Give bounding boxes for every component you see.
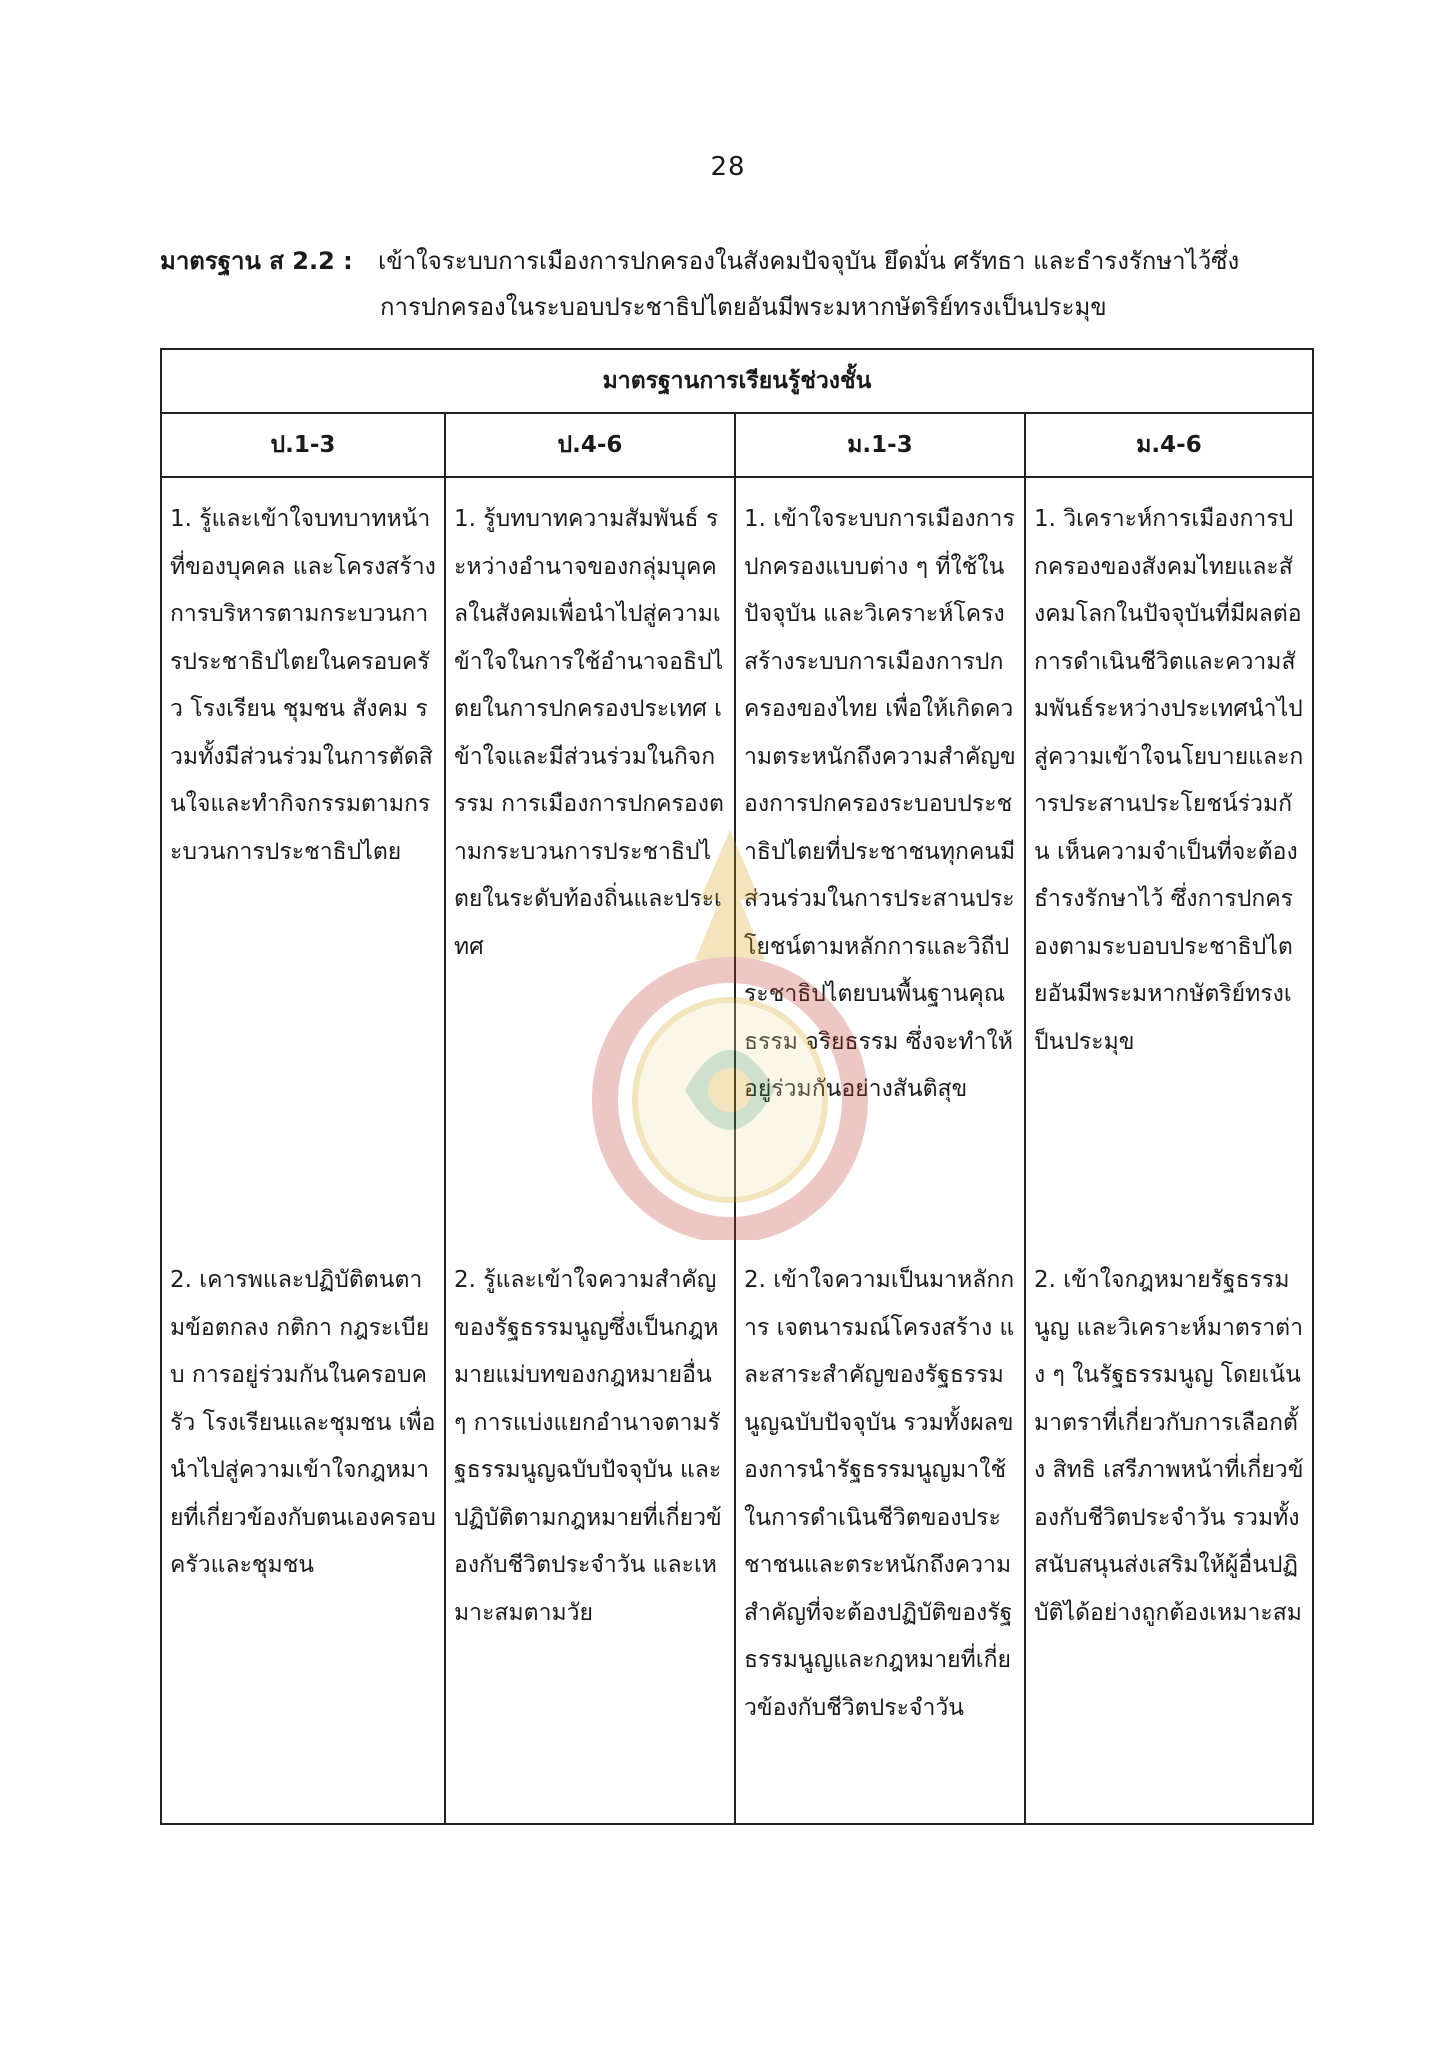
cell-text: 1. รู้และเข้าใจบทบาทหน้าที่ของบุคคล และโครงสร้างการบริหารตามกระบวนการประชาธิปไตยในครอบครัว โรงเรียน ชุมชน สังคม รวมทั้งมีส่วนร่วมในการตัดสินใจและทำกิจกรรมตามกระบวนการประชาธิปไตย — [170, 506, 436, 865]
table-cell — [161, 477, 445, 1253]
table-cell — [161, 1253, 445, 1824]
cell-text: 2. รู้และเข้าใจความสำคัญของรัฐธรรมนูญซึ่งเป็นกฎหมายแม่บทของกฎหมายอื่น ๆ การแบ่งแยกอำนาจตามรัฐธรรมนูญฉบับปัจจุบัน และปฏิบัติตามกฎหมายที่เกี่ยวข้องกับชีวิตประจำวัน และเหมาะสมตามวัย — [454, 1267, 722, 1626]
cell-text: 2. เคารพและปฏิบัติตนตามข้อตกลง กติกา กฎระเบียบ การอยู่ร่วมกันในครอบครัว โรงเรียนและชุมชน เพื่อนำไปสู่ความเข้าใจกฎหมายที่เกี่ยวข้องกับตนเองครอบครัวและชุมชน — [170, 1267, 436, 1578]
table-cell — [1025, 1253, 1313, 1824]
cell-text: 1. รู้บทบาทความสัมพันธ์ ระหว่างอำนาจของกลุ่มบุคคลในสังคมเพื่อนำไปสู่ความเข้าใจในการใช้อำนาจอธิปไตยในการปกครองประเทศ เข้าใจและมีส่วนร่วมในกิจกรรม การเมืองการปกครองตามกระบวนการประชาธิปไตยในระดับท้องถิ่นและประเทศ — [454, 506, 724, 960]
column-header-m1-3: ม.1-3 — [735, 413, 1025, 477]
table-cell — [1025, 477, 1313, 1253]
table-title-row — [161, 349, 1313, 413]
column-header-p4-6: ป.4-6 — [445, 413, 735, 477]
standard-description-line1: เข้าใจระบบการเมืองการปกครองในสังคมปัจจุบัน ยึดมั่น ศรัทธา และธำรงรักษาไว้ซึ่ง — [378, 247, 1240, 275]
table-cell — [445, 1253, 735, 1824]
cell-text: 1. เข้าใจระบบการเมืองการปกครองแบบต่าง ๆ ที่ใช้ในปัจจุบัน และวิเคราะห์โครงสร้างระบบการเมืองการปกครองของไทย เพื่อให้เกิดความตระหนักถึงความสำคัญของการปกครองระบอบประชาธิปไตยที่ประชาชนทุกคนมีส่วนร่วมในการประสานประโยชน์ตามหลักการและวิถีประชาธิปไตยบนพื้นฐานคุณธรรม จริยธรรม ซึ่งจะทำให้อยู่ร่วมกันอย่างสันติสุข — [744, 506, 1016, 1102]
table-title: มาตรฐานการเรียนรู้ช่วงชั้น — [161, 349, 1313, 413]
cell-text: 2. เข้าใจความเป็นมาหลักการ เจตนารมณ์โครงสร้าง และสาระสำคัญของรัฐธรรมนูญฉบับปัจจุบัน รวมทั้งผลของการนำรัฐธรรมนูญมาใช้ในการดำเนินชีวิตของประชาชนและตระหนักถึงความสำคัญที่จะต้องปฏิบัติของรัฐธรรมนูญและกฎหมายที่เกี่ยวข้องกับชีวิตประจำวัน — [744, 1267, 1015, 1721]
table-header-row — [161, 413, 1313, 477]
table-cell — [445, 477, 735, 1253]
page-number: 28 — [710, 152, 746, 182]
table-row — [161, 1253, 1313, 1824]
cell-text: 2. เข้าใจกฎหมายรัฐธรรมนูญ และวิเคราะห์มาตราต่าง ๆ ในรัฐธรรมนูญ โดยเน้นมาตราที่เกี่ยวกับการเลือกตั้ง สิทธิ เสรีภาพหน้าที่เกี่ยวข้องกับชีวิตประจำวัน รวมทั้งสนับสนุนส่งเสริมให้ผู้อื่นปฏิบัติได้อย่างถูกต้องเหมาะสม — [1034, 1267, 1304, 1626]
column-header-p1-3: ป.1-3 — [161, 413, 445, 477]
standard-heading — [160, 238, 1330, 330]
standards-table — [160, 348, 1314, 1825]
standard-description-line2: การปกครองในระบอบประชาธิปไตยอันมีพระมหากษัตริย์ทรงเป็นประมุข — [380, 293, 1107, 321]
table-cell — [735, 477, 1025, 1253]
standard-code: มาตรฐาน ส 2.2 : — [160, 247, 353, 275]
cell-text: 1. วิเคราะห์การเมืองการปกครองของสังคมไทยและสังคมโลกในปัจจุบันที่มีผลต่อการดำเนินชีวิตและความสัมพันธ์ระหว่างประเทศนำไปสู่ความเข้าใจนโยบายและการประสานประโยชน์ร่วมกัน เห็นความจำเป็นที่จะต้องธำรงรักษาไว้ ซึ่งการปกครองตามระบอบประชาธิปไตยอันมีพระมหากษัตริย์ทรงเป็นประมุข — [1034, 506, 1304, 1055]
table-cell — [735, 1253, 1025, 1824]
column-header-m4-6: ม.4-6 — [1025, 413, 1313, 477]
table-row — [161, 477, 1313, 1253]
